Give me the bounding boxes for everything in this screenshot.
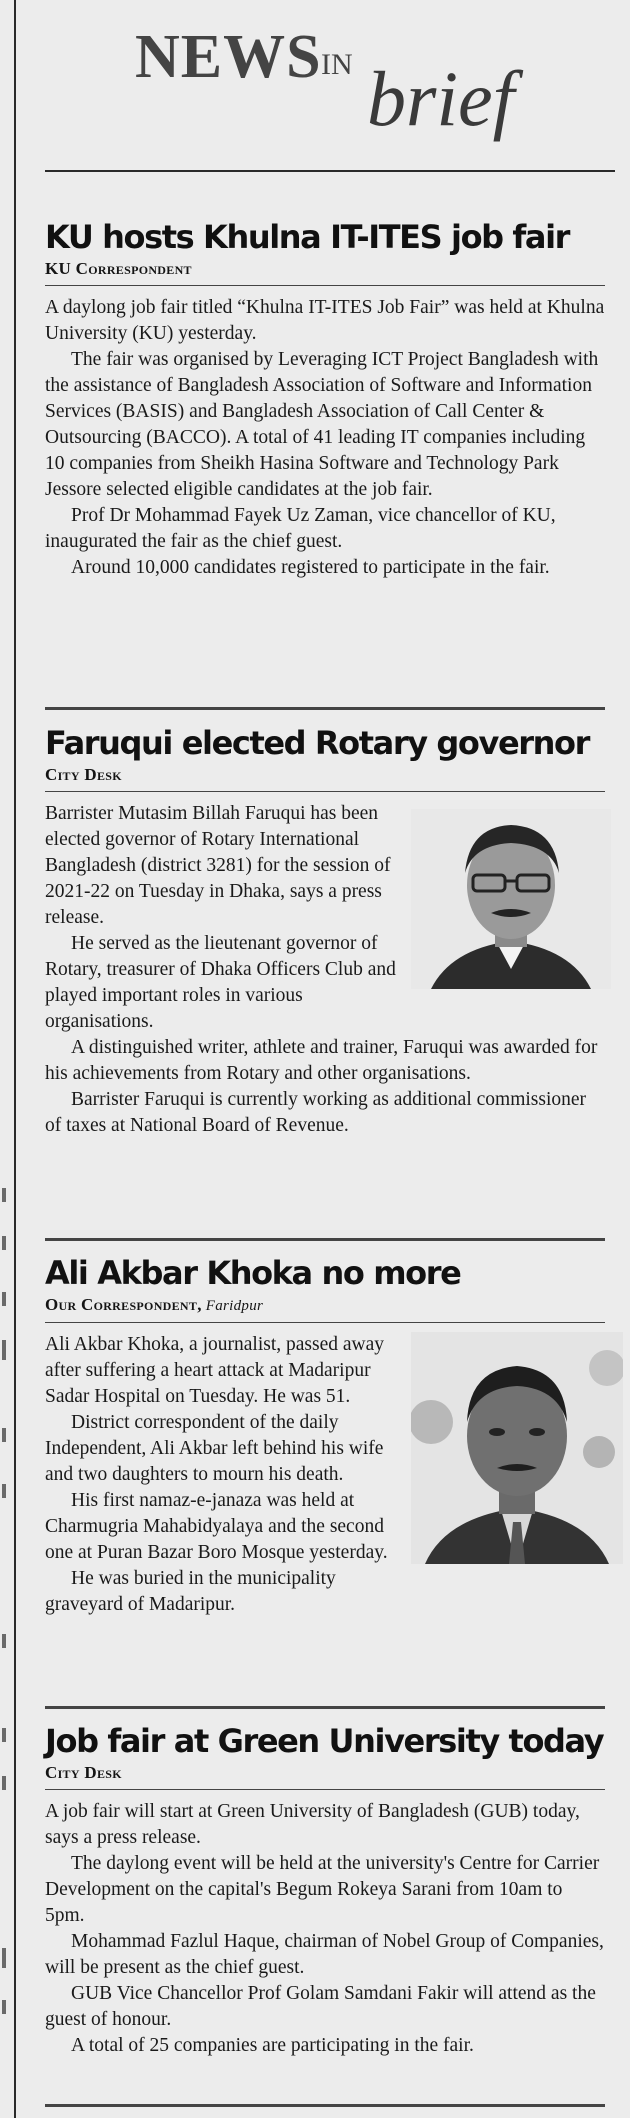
story-paragraph: A total of 25 companies are participating in the fair. [71,2035,474,2056]
byline-place: Faridpur [205,1298,264,1314]
story-ku-job-fair [45,218,605,581]
portrait-photo-khoka [411,1332,623,1564]
story-paragraph: Around 10,000 candidates registered to participate in the fair. [71,557,550,578]
story-body [45,1799,605,2059]
story-divider [45,1706,605,1709]
story-green-university-job-fair [45,1722,605,2059]
story-ali-akbar-khoka [45,1254,605,1618]
story-byline [45,1294,605,1317]
story-paragraph: His first namaz-e-janaza was held at Charmugria Mahabidyalaya and the second one at Puran Bazar Boro Mosque yesterday. [45,1490,388,1563]
story-byline: City Desk [45,1763,122,1782]
story-paragraph: The fair was organised by Leveraging ICT Project Bangladesh with the assistance of Bangladesh Association of Software and Information Services (BASIS) and Bangladesh Association of Call Center & Outsourcing (BACCO). A total of 41 leading IT companies including 10 companies from Sheikh Hasina Software and Technology Park Jessore selected eligible candidates at the job fair. [45,349,599,500]
masthead-news: NEWS [135,23,322,91]
page-bottom-rule [45,2104,605,2107]
story-paragraph: The daylong event will be held at the university's Centre for Carrier Development on the capital's Begum Rokeya Sarani from 10am to 5pm. [45,1853,600,1926]
story-byline: KU Correspondent [45,259,192,278]
story-paragraph: Prof Dr Mohammad Fayek Uz Zaman, vice chancellor of KU, inaugurated the fair as the chief guest. [45,505,556,552]
story-paragraph: He was buried in the municipality graveyard of Madaripur. [45,1568,336,1615]
byline-rule [45,1322,605,1323]
story-divider [45,1238,605,1241]
byline-rule [45,1789,605,1790]
story-body [45,801,605,1139]
story-headline: Faruqui elected Rotary governor [45,724,590,762]
section-masthead [45,0,615,172]
story-paragraph: A job fair will start at Green University of Bangladesh (GUB) today, says a press release. [45,1801,580,1848]
column-divider [14,0,16,2118]
byline-rule [45,791,605,792]
photo-float [411,1332,623,1572]
byline-rule [45,285,605,286]
portrait-photo-faruqui [411,809,611,989]
story-paragraph: Barrister Faruqui is currently working as additional commissioner of taxes at National Board of Revenue. [45,1089,587,1136]
story-body [45,295,605,581]
story-headline: KU hosts Khulna IT-ITES job fair [45,218,570,256]
story-paragraph: He served as the lieutenant governor of Rotary, treasurer of Dhaka Officers Club and played important roles in various organisations. [45,933,396,1032]
story-divider [45,707,605,710]
masthead-rule [45,170,615,172]
story-paragraph: A daylong job fair titled “Khulna IT-ITES Job Fair” was held at Khulna University (KU) yesterday. [45,297,605,344]
story-body [45,1332,605,1618]
story-byline: City Desk [45,765,122,784]
story-paragraph: A distinguished writer, athlete and trainer, Faruqui was awarded for his achievements from Rotary and other organisations. [45,1037,598,1084]
story-paragraph: District correspondent of the daily Independent, Ali Akbar left behind his wife and two daughters to mourn his death. [45,1412,384,1485]
adjacent-column-fragment [2,0,12,2118]
story-headline: Job fair at Green University today [45,1722,604,1760]
story-paragraph: Mohammad Fazlul Haque, chairman of Nobel Group of Companies, will be present as the chief guest. [45,1931,604,1978]
photo-float [411,809,611,995]
story-faruqui-rotary [45,724,605,1139]
masthead-brief: brief [367,55,515,142]
masthead-in: IN [321,48,353,81]
story-paragraph: Ali Akbar Khoka, a journalist, passed away after suffering a heart attack at Madaripur Sadar Hospital on Tuesday. He was 51. [45,1334,385,1407]
news-in-brief-page [45,0,615,2056]
byline-text: Our Correspondent, [45,1295,202,1314]
story-paragraph: Barrister Mutasim Billah Faruqui has been elected governor of Rotary International Bangladesh (district 3281) for the session of 2021-22 on Tuesday in Dhaka, says a press release. [45,803,391,928]
story-headline: Ali Akbar Khoka no more [45,1254,461,1292]
story-paragraph: GUB Vice Chancellor Prof Golam Samdani Fakir will attend as the guest of honour. [45,1983,596,2030]
